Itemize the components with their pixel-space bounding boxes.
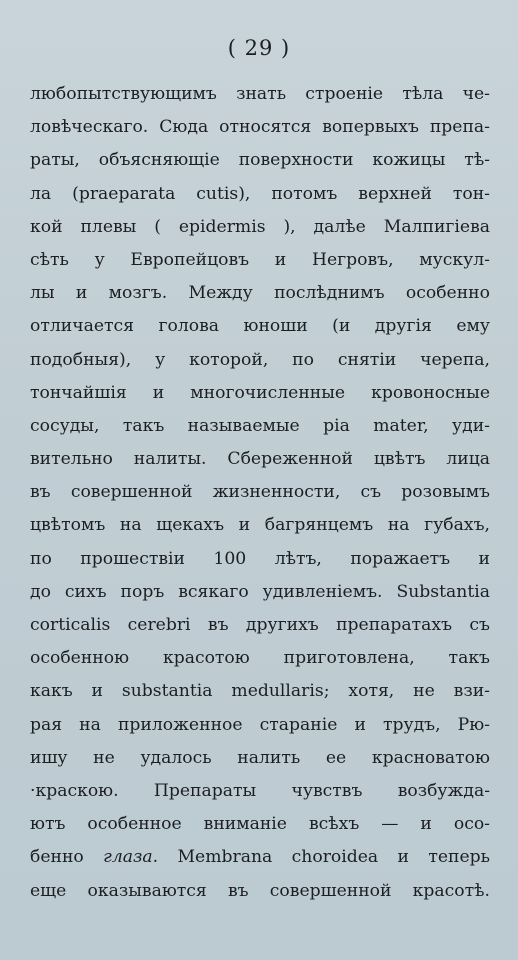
italic-term: глаза	[103, 847, 153, 868]
text-line: сосуды, такъ называемые pia mater, уди-	[30, 415, 490, 436]
text-line: ловѣческаго. Сюда относятся вопервыхъ препа-	[30, 117, 490, 138]
text-line: сѣть у Европейцовъ и Негровъ, мускул-	[30, 249, 490, 270]
text-line: рая на приложенное стараніе и трудъ, Рю-	[30, 714, 490, 735]
text-line: тончайшія и многочисленные кровоносные	[30, 382, 490, 403]
text-line: вительно налиты. Сбереженной цвѣтъ лица	[30, 449, 490, 470]
text-line: бенно глаза. Membrana choroidea и теперь	[30, 847, 490, 868]
text-line: раты, объясняющіе поверхности кожицы тѣ-	[30, 150, 490, 171]
page-number: ( 29 )	[227, 36, 291, 60]
text-line: ишу не удалось налить ее красноватою	[30, 747, 490, 768]
text-line: отличается голова юноши (и другія ему	[30, 316, 490, 337]
text-line: въ совершенной жизненности, съ розовымъ	[30, 482, 490, 503]
text-line: corticalis cerebri въ другихъ препаратахъ съ	[30, 615, 490, 635]
text-line: ·краскою. Препараты чувствъ возбужда-	[30, 780, 490, 801]
text-line: по прошествіи 100 лѣтъ, поражаетъ и	[30, 548, 490, 569]
body-text	[30, 78, 490, 908]
text-line: кой плевы ( epidermis ), далѣе Малпигіева	[30, 216, 490, 237]
text-line: до сихъ поръ всякаго удивленіемъ. Substantia	[30, 581, 490, 602]
text-line: ютъ особенное вниманіе всѣхъ — и осо-	[30, 814, 490, 835]
text-line: какъ и substantia medullaris; хотя, не взи-	[30, 681, 490, 702]
text-line: ла (praeparata cutis), потомъ верхней тон-	[30, 183, 490, 204]
text-line: особенною красотою приготовлена, такъ	[30, 648, 490, 669]
text-line: еще оказываются въ совершенной красотѣ.	[30, 880, 490, 901]
text-line: любопытствующимъ знать строеніе тѣла че-	[30, 84, 490, 104]
text-line: цвѣтомъ на щекахъ и багрянцемъ на губахъ,	[30, 515, 490, 536]
text-line: подобныя), у которой, по снятіи черепа,	[30, 349, 490, 370]
text-line: лы и мозгъ. Между послѣднимъ особенно	[30, 283, 490, 304]
